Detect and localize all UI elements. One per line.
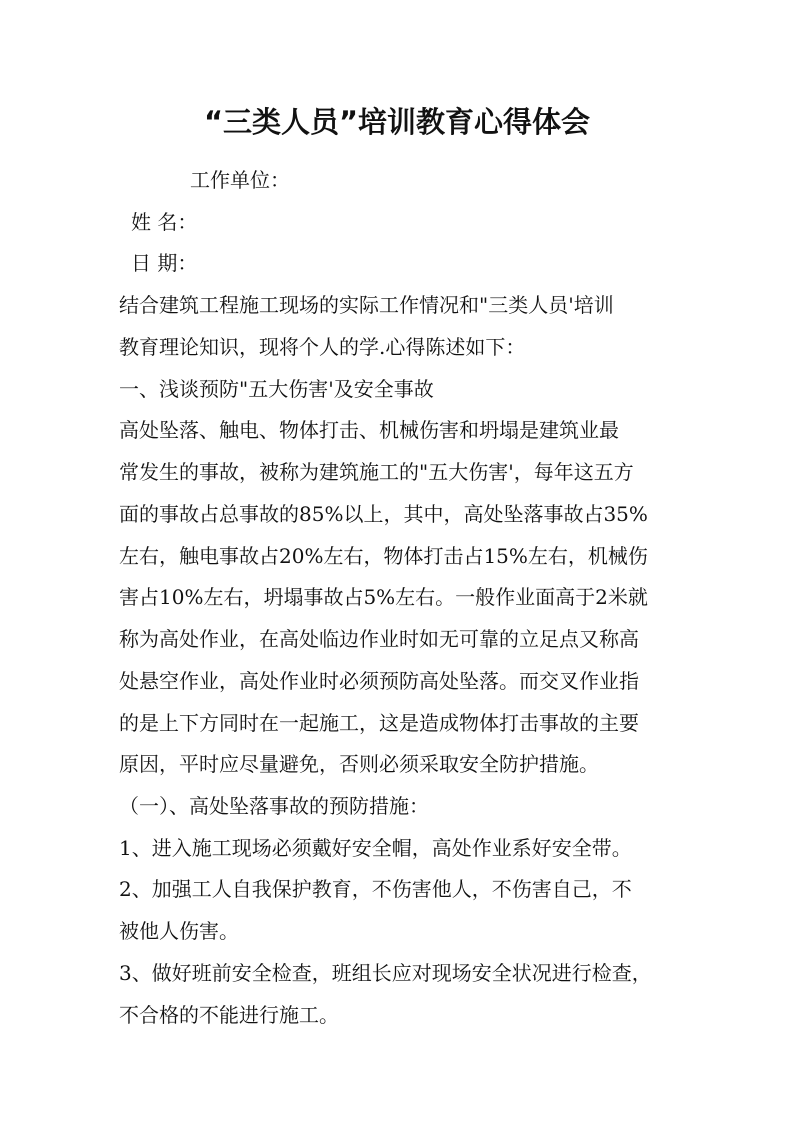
paragraph-line: 害占10%左右，坍塌事故占5%左右。一般作业面高于2米就 — [119, 585, 648, 609]
paragraph-line: 教育理论知识，现将个人的学.心得陈述如下： — [119, 335, 526, 359]
paragraph-line: 被他人伤害。 — [119, 919, 239, 943]
paragraph-line: 高处坠落、触电、物体打击、机械伤害和坍塌是建筑业最 — [119, 418, 619, 442]
paragraph-line: 左右，触电事故占20%左右，物体打击占15%左右，机械伤 — [119, 544, 648, 568]
work-unit-field: 工作单位： — [190, 168, 290, 192]
paragraph-line: 常发生的事故，被称为建筑施工的"五大伤害'，每年这五方 — [119, 460, 634, 484]
paragraph-line: 面的事故占总事故的85%以上，其中，高处坠落事故占35% — [119, 502, 648, 526]
list-item: 2、加强工人自我保护教育，不伤害他人，不伤害自己，不 — [119, 877, 632, 901]
paragraph-line: 的是上下方同时在一起施工，这是造成物体打击事故的主要 — [119, 711, 639, 735]
name-field: 姓 名： — [131, 210, 198, 234]
list-item: 1、进入施工现场必须戴好安全帽，高处作业系好安全带。 — [119, 836, 632, 860]
date-field: 日 期： — [131, 251, 198, 275]
document-title: “三类人员”培训教育心得体会 — [203, 105, 591, 139]
paragraph-line: 不合格的不能进行施工。 — [119, 1003, 339, 1027]
paragraph-line: 原因，平时应尽量避免，否则必须采取安全防护措施。 — [119, 752, 599, 776]
paragraph-line: 处悬空作业，高处作业时必须预防高处坠落。而交叉作业指 — [119, 669, 639, 693]
section-heading: 一、浅谈预防"五大伤害'及安全事故 — [119, 377, 434, 401]
paragraph-line: 结合建筑工程施工现场的实际工作情况和"三类人员'培训 — [119, 293, 614, 317]
list-item: 3、做好班前安全检查，班组长应对现场安全状况进行检查， — [119, 961, 652, 985]
paragraph-line: 称为高处作业，在高处临边作业时如无可靠的立足点又称高 — [119, 627, 639, 651]
subsection-heading: （一）、高处坠落事故的预防措施： — [119, 794, 429, 818]
